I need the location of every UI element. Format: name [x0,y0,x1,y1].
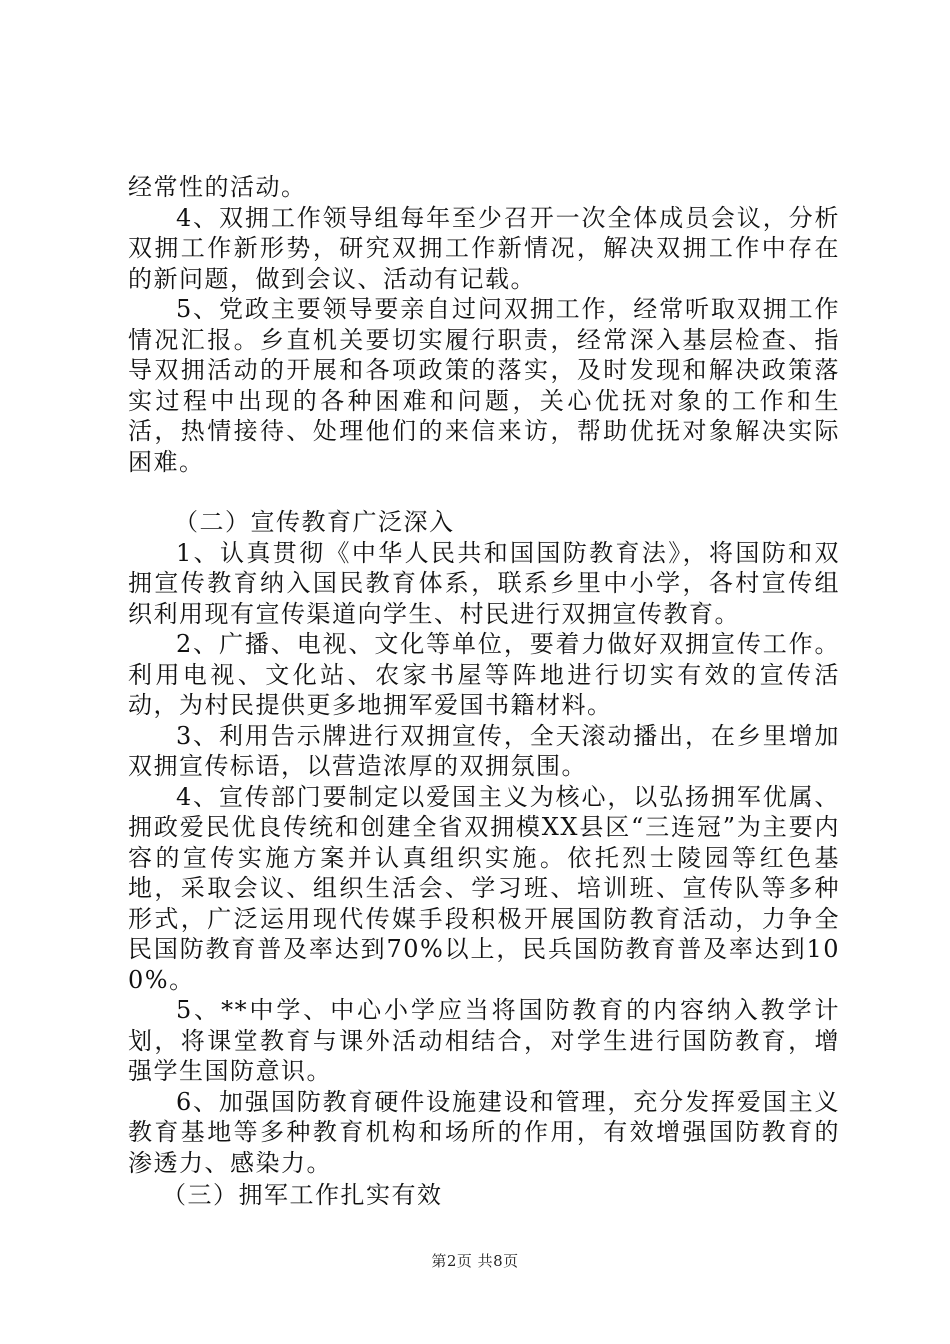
document-body [128,172,840,1211]
paragraph-item-5: 5、党政主要领导要亲自过问双拥工作，经常听取双拥工作情况汇报。乡直机关要切实履行职责，经常深入基层检查、指导双拥活动的开展和各项政策的落实，及时发现和解决政策落实过程中出现的各种困难和问题，关心优抚对象的工作和生活，热情接待、处理他们的来信来访，帮助优抚对象解决实际困难。 [128,295,840,476]
section-2-item-5: 5、**中学、中心小学应当将国防教育的内容纳入教学计划，将课堂教育与课外活动相结合，对学生进行国防教育，增强学生国防意识。 [128,996,840,1085]
section-2-item-1: 1、认真贯彻《中华人民共和国国防教育法》，将国防和双拥宣传教育纳入国民教育体系，联系乡里中小学，各村宣传组织利用现有宣传渠道向学生、村民进行双拥宣传教育。 [128,538,840,628]
section-heading-2: （二）宣传教育广泛深入 [174,508,455,536]
section-2-item-3: 3、利用告示牌进行双拥宣传，全天滚动播出，在乡里增加双拥宣传标语，以营造浓厚的双拥氛围。 [128,721,840,780]
section-2-item-6: 6、加强国防教育硬件设施建设和管理，充分发挥爱国主义教育基地等多种教育机构和场所的作用，有效增强国防教育的渗透力、感染力。 [128,1087,840,1177]
section-2-item-2: 2、广播、电视、文化等单位，要着力做好双拥宣传工作。利用电视、文化站、农家书屋等阵地进行切实有效的宣传活动，为村民提供更多地拥军爱国书籍材料。 [128,630,840,719]
paragraph-item-4: 4、双拥工作领导组每年至少召开一次全体成员会议，分析双拥工作新形势，研究双拥工作新情况，解决双拥工作中存在的新问题，做到会议、活动有记载。 [128,203,840,293]
paragraph-continuation: 经常性的活动。 [128,173,307,201]
section-2-item-4: 4、宣传部门要制定以爱国主义为核心，以弘扬拥军优属、拥政爱民优良传统和创建全省双拥模XX县区“三连冠”为主要内容的宣传实施方案并认真组织实施。依托烈士陵园等红色基地，采取会议、组织生活会、学习班、培训班、宣传队等多种形式，广泛运用现代传媒手段积极开展国防教育活动，力争全民国防教育普及率达到70%以上，民兵国防教育普及率达到100%。 [128,782,840,994]
section-heading-3: （三）拥军工作扎实有效 [162,1181,443,1209]
page-number-footer: 第2页 共8页 [431,1252,519,1270]
